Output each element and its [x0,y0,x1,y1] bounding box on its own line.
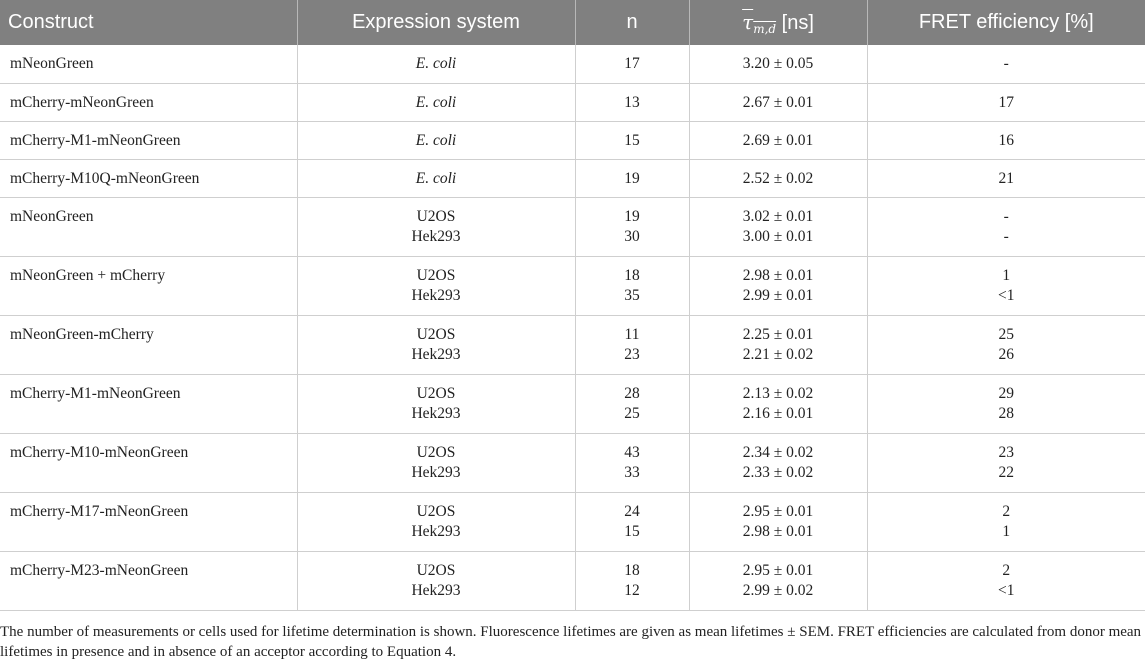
lifetime-cell [689,256,867,315]
n-cell [575,197,689,256]
expression-system-value: U2OS [416,443,456,461]
n-cell [575,83,689,121]
table-row [0,551,1145,610]
expression-system-cell [297,83,575,121]
lifetime-value: 2.98 ± 0.01 [742,523,814,540]
table-row [0,374,1145,433]
table-row [0,45,1145,83]
fret-cell [867,83,1145,121]
construct-cell: mCherry-M1-mNeonGreen [0,121,297,159]
lifetime-cell [689,492,867,551]
n-cell [575,374,689,433]
lifetime-value: 2.99 ± 0.01 [742,287,814,304]
construct-cell: mNeonGreen + mCherry [0,256,297,315]
lifetime-value: 2.34 ± 0.02 [742,443,814,461]
n-value: 19 [624,207,640,225]
tau-unit: [ns] [776,11,814,34]
fret-value: 1 [1002,266,1011,284]
table-row [0,197,1145,256]
lifetime-cell [689,433,867,492]
fret-cell [867,551,1145,610]
n-value: 25 [624,405,640,422]
fret-value: <1 [998,287,1015,304]
fret-value: 2 [1002,561,1011,579]
n-value: 28 [624,384,640,402]
fret-cell [867,45,1145,83]
n-cell [575,45,689,83]
expression-system-value: E. coli [415,131,457,149]
n-value: 19 [624,169,640,187]
lifetime-value: 2.16 ± 0.01 [742,405,814,422]
expression-system-value: E. coli [415,169,457,187]
expression-system-cell [297,433,575,492]
n-value: 13 [624,93,640,111]
fret-value: 25 [998,325,1014,343]
n-value: 30 [624,228,640,245]
fret-value: 21 [998,169,1014,187]
n-value: 15 [624,131,640,149]
fret-cell [867,492,1145,551]
lifetime-value: 3.00 ± 0.01 [742,228,814,245]
n-value: 15 [624,523,640,540]
table-row [0,433,1145,492]
fret-value: 2 [1002,502,1011,520]
expression-system-cell [297,492,575,551]
expression-system-value: Hek293 [411,405,461,422]
expression-system-value: Hek293 [411,287,461,304]
fret-cell [867,315,1145,374]
fret-cell [867,121,1145,159]
lifetime-value: 2.33 ± 0.02 [742,464,814,481]
fret-value: 1 [1002,523,1011,540]
construct-cell: mCherry-M17-mNeonGreen [0,492,297,551]
lifetime-value: 2.21 ± 0.02 [742,346,814,363]
expression-system-cell [297,374,575,433]
table-row [0,315,1145,374]
expression-system-cell [297,45,575,83]
fret-value: 26 [998,346,1014,363]
expression-system-cell [297,551,575,610]
fret-value: - [1003,207,1009,225]
header-n: n [575,0,689,45]
fret-value: <1 [998,582,1015,599]
header-row [0,0,1145,45]
fret-cell [867,197,1145,256]
fret-cell [867,159,1145,197]
n-value: 18 [624,561,640,579]
lifetime-value: 2.25 ± 0.01 [742,325,814,343]
construct-cell: mCherry-M10-mNeonGreen [0,433,297,492]
fret-value: 17 [998,93,1014,111]
lifetime-cell [689,159,867,197]
table-row [0,159,1145,197]
construct-cell: mCherry-M23-mNeonGreen [0,551,297,610]
n-cell [575,551,689,610]
n-cell [575,433,689,492]
lifetime-cell [689,45,867,83]
header-expression-system: Expression system [297,0,575,45]
lifetime-cell [689,551,867,610]
fret-cell [867,374,1145,433]
lifetime-value: 2.69 ± 0.01 [742,131,814,149]
fret-value: 23 [998,443,1014,461]
fret-value: 28 [998,405,1014,422]
table-row [0,492,1145,551]
fret-value: - [1003,228,1009,245]
n-value: 33 [624,464,640,481]
n-value: 24 [624,502,640,520]
table-row [0,83,1145,121]
header-fret-efficiency: FRET efficiency [%] [867,0,1145,45]
construct-cell: mCherry-M1-mNeonGreen [0,374,297,433]
expression-system-value: Hek293 [411,523,461,540]
expression-system-value: Hek293 [411,582,461,599]
n-cell [575,121,689,159]
construct-cell: mNeonGreen-mCherry [0,315,297,374]
construct-cell: mCherry-mNeonGreen [0,83,297,121]
expression-system-value: U2OS [416,207,456,225]
n-value: 17 [624,55,640,72]
expression-system-cell [297,315,575,374]
n-value: 12 [624,582,640,599]
lifetime-cell [689,315,867,374]
fret-value: 16 [998,131,1014,149]
table-row [0,121,1145,159]
lifetime-value: 2.95 ± 0.01 [742,502,814,520]
table-row [0,256,1145,315]
expression-system-cell [297,197,575,256]
header-mean-lifetime [689,0,867,45]
table-body [0,45,1145,610]
expression-system-value: E. coli [415,93,457,111]
lifetime-cell [689,83,867,121]
lifetime-value: 3.02 ± 0.01 [742,207,814,225]
n-cell [575,315,689,374]
expression-system-value: U2OS [416,502,456,520]
construct-cell: mCherry-M10Q-mNeonGreen [0,159,297,197]
construct-cell: mNeonGreen [0,197,297,256]
fret-value: 22 [998,464,1014,481]
lifetime-cell [689,197,867,256]
fret-value: 29 [998,384,1014,402]
lifetime-value: 2.99 ± 0.02 [742,582,814,599]
lifetime-value: 2.98 ± 0.01 [742,266,814,284]
expression-system-value: Hek293 [411,228,461,245]
lifetime-value: 2.67 ± 0.01 [742,93,814,111]
fret-value: - [1003,55,1009,72]
construct-cell: mNeonGreen [0,45,297,83]
n-value: 23 [624,346,640,363]
tau-symbol: $\tau_{m,d}$ [742,9,777,36]
expression-system-cell [297,256,575,315]
expression-system-cell [297,159,575,197]
n-value: 11 [624,325,640,343]
n-value: 18 [624,266,640,284]
fret-cell [867,433,1145,492]
lifetime-value: 3.20 ± 0.05 [742,55,814,72]
expression-system-value: Hek293 [411,346,461,363]
expression-system-value: Hek293 [411,464,461,481]
lifetime-value: 2.13 ± 0.02 [742,384,814,402]
lifetime-cell [689,121,867,159]
header-construct: Construct [0,0,297,45]
n-cell [575,159,689,197]
expression-system-value: U2OS [416,325,456,343]
n-value: 35 [624,287,640,304]
expression-system-cell [297,121,575,159]
table-footnote: The number of measurements or cells used for lifetime determination is shown. Fluorescence lifetimes are given as mean lifetimes ± SEM. FRET efficiencies are calculated from donor mean lifetimes in presence and in absence of an acceptor according to Equation 4. [0,624,1142,660]
expression-system-value: E. coli [415,55,457,72]
n-cell [575,256,689,315]
n-cell [575,492,689,551]
expression-system-value: U2OS [416,384,456,402]
fret-cell [867,256,1145,315]
expression-system-value: U2OS [416,561,456,579]
expression-system-value: U2OS [416,266,456,284]
lifetime-cell [689,374,867,433]
lifetime-value: 2.52 ± 0.02 [742,169,814,187]
n-value: 43 [624,443,640,461]
lifetime-value: 2.95 ± 0.01 [742,561,814,579]
